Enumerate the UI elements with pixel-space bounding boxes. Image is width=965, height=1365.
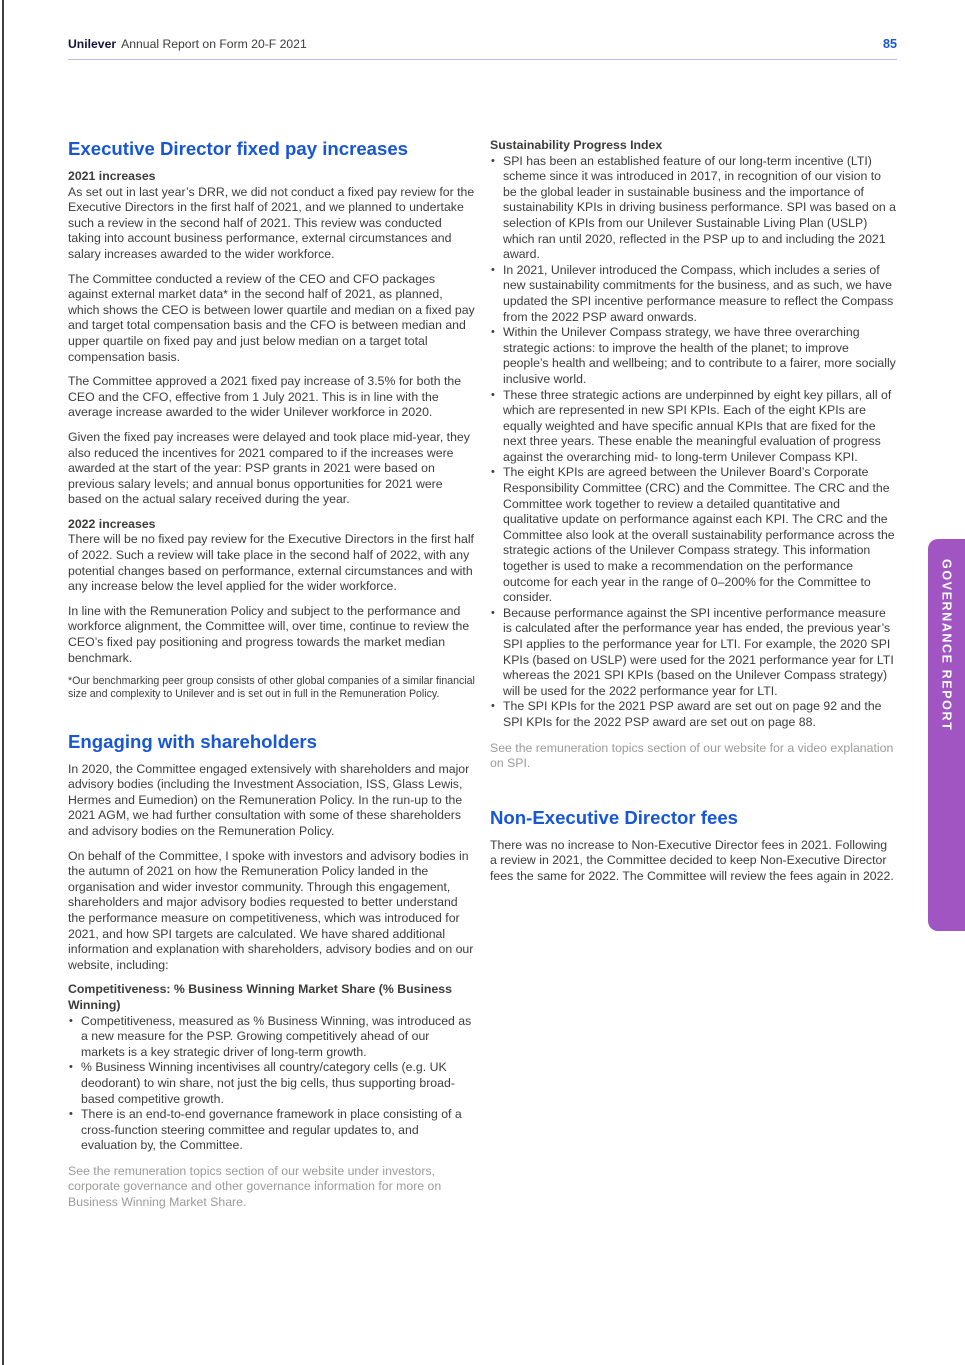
governance-report-tab [928,539,965,931]
bullet-item: • These three strategic actions are underpinned by eight key pillars, all of which are represented in new SPI KPIs. Each of the eight KPIs are equally weighted and have specific annual KPIs that are fixed for the next three years. These enable the meaningful evaluation of progress against the overarching mid- to long-term Unilever Compass KPI. [490,388,897,466]
subheading-sustainability-progress-index: Sustainability Progress Index [490,138,663,152]
governance-report-tab-label: GOVERNANCE REPORT [939,559,954,732]
bullet-item: • In 2021, Unilever introduced the Compass, which includes a series of new sustainability commitments for the business, and as such, we have updated the SPI incentive performance measure to reflect the Compass from the 2022 PSP award onwards. [490,263,897,325]
bullet-item: • Competitiveness, measured as % Business Winning, was introduced as a new measure for the PSP. Growing competitively ahead of our markets is a key strategic driver of long-term growth. [68,1014,475,1061]
website-note-spi-video: See the remuneration topics section of our website for a video explanation on SPI. [490,740,894,771]
competitiveness-bullet-list [68,1014,475,1154]
paragraph: In 2020, the Committee engaged extensively with shareholders and major advisory bodies (including the Investment Association, ISS, Glass Lewis, Hermes and Eumedion) on the Remuneration Policy. In the run-up to the 2021 AGM, we had further consultation with some of these shareholders and advisory bodies on the Remuneration Policy. [68,761,470,838]
report-title: Annual Report on Form 20-F 2021 [121,37,307,51]
paragraph: As set out in last year’s DRR, we did not conduct a fixed pay review for the Executive Directors in the first half of 2021, and we planned to undertake such a review in the second half of 2021. This review was conducted taking into account business performance, external circumstances and salary increases awarded to the wider workforce. [68,184,475,261]
bullet-item: • The eight KPIs are agreed between the Unilever Board’s Corporate Responsibility Committee (CRC) and the Committee. The CRC and the Committee work together to review a detailed quantitative and qualitative update on performance against each KPI. The CRC and the Committee also look at the overall sustainability performance across the strategic actions of the Unilever Compass strategy. This information together is used to make a recommendation on the performance outcome for each year in the range of 0–200% for the Committee to consider. [490,465,897,605]
page-header [68,37,897,60]
paragraph: There was no increase to Non-Executive Director fees in 2021. Following a review in 2021, the Committee decided to keep Non-Executive Director fees the same for 2022. The Committee will review the fees again in 2022. [490,837,894,883]
benchmarking-footnote: *Our benchmarking peer group consists of other global companies of a similar financial size and complexity to Unilever and is set out in full in the Remuneration Policy. [68,675,475,701]
subheading-competitiveness: Competitiveness: % Business Winning Market Share (% Business Winning) [68,982,452,1012]
content-columns [68,138,897,1211]
spi-bullet-list [490,154,897,731]
website-note-business-winning: See the remuneration topics section of our website under investors, corporate governance and other governance information for more on Business Winning Market Share. [68,1163,442,1210]
paragraph: In line with the Remuneration Policy and subject to the performance and workforce alignment, the Committee will, over time, continue to review the CEO’s fixed pay positioning and progress towards the market median benchmark. [68,603,470,665]
subheading-2021-increases: 2021 increases [68,169,156,183]
bullet-item: • SPI has been an established feature of our long-term incentive (LTI) scheme since it was introduced in 2017, in recognition of our vision to be the global leader in sustainable business and the importance of sustainability KPIs in driving business performance. SPI was based on a selection of KPIs from our Unilever Sustainable Living Plan (USLP) which ran until 2020, reflected in the PSP up to and including the 2021 award. [490,154,897,263]
left-column [68,138,475,1211]
right-column [490,138,897,1211]
paragraph: The Committee conducted a review of the CEO and CFO packages against external market data* in the second half of 2021, as planned, which shows the CEO is between lower quartile and median on a fixed pay and target total compensation basis and the CFO is between median and upper quartile on fixed pay and just below median on a target total compensation basis. [68,271,475,364]
section-title-engaging-shareholders: Engaging with shareholders [68,730,317,752]
paragraph: There will be no fixed pay review for the Executive Directors in the first half of 2022. Such a review will take place in the second half of 2022, with any potential changes based on performance, external circumstances and with any increase below the level applied for the wider workforce. [68,532,474,594]
bullet-item: • There is an end-to-end governance framework in place consisting of a cross-function steering committee and regular updates to, and evaluation by, the Committee. [68,1107,475,1154]
bullet-item: • % Business Winning incentivises all country/category cells (e.g. UK deodorant) to win share, not just the big cells, thus supporting broad-based competitive growth. [68,1060,475,1107]
paragraph: The Committee approved a 2021 fixed pay increase of 3.5% for both the CEO and the CFO, effective from 1 July 2021. This is in line with the average increase awarded to the wider Unilever workforce in 2020. [68,374,462,420]
subheading-2022-increases: 2022 increases [68,516,156,531]
bullet-item: • The SPI KPIs for the 2021 PSP award are set out on page 92 and the SPI KPIs for the 2022 PSP award are set out on page 88. [490,699,897,730]
paragraph: Given the fixed pay increases were delayed and took place mid-year, they also reduced the incentives for 2021 compared to if the increases were awarded at the start of the year: PSP grants in 2021 were based on previous salary levels; and annual bonus opportunities for 2021 were based on the actual salary received during the year. [68,429,470,507]
section-title-ned-fees: Non-Executive Director fees [490,806,739,828]
bullet-item: • Within the Unilever Compass strategy, we have three overarching strategic actions: to improve the health of the planet; to improve people’s health and wellbeing; and to contribute to a fairer, more socially inclusive world. [490,325,897,387]
bullet-item: • Because performance against the SPI incentive performance measure is calculated after the performance year has ended, the previous year’s SPI applies to the performance year for LTI. For example, the 2020 SPI KPIs (based on USLP) were used for the 2021 performance year for LTI whereas the 2021 SPI KPIs (based on the Unilever Compass strategy) will be used for the 2022 performance year for LTI. [490,606,897,700]
page-number: 85 [882,37,897,51]
header-title-group [68,37,307,51]
section-title-fixed-pay: Executive Director fixed pay increases [68,138,409,159]
paragraph: On behalf of the Committee, I spoke with investors and advisory bodies in the autumn of 2021 on how the Remuneration Policy landed in the organisation and wider investor community. Through this engagement, shareholders and major advisory bodies requested to better understand the performance measure on competitiveness, which was introduced for 2021, and how SPI targets are calculated. We have shared additional information and explanation with shareholders, advisory bodies and on our website, including: [68,848,474,972]
brand-name: Unilever [68,37,117,51]
page-edge-line [2,0,4,1365]
